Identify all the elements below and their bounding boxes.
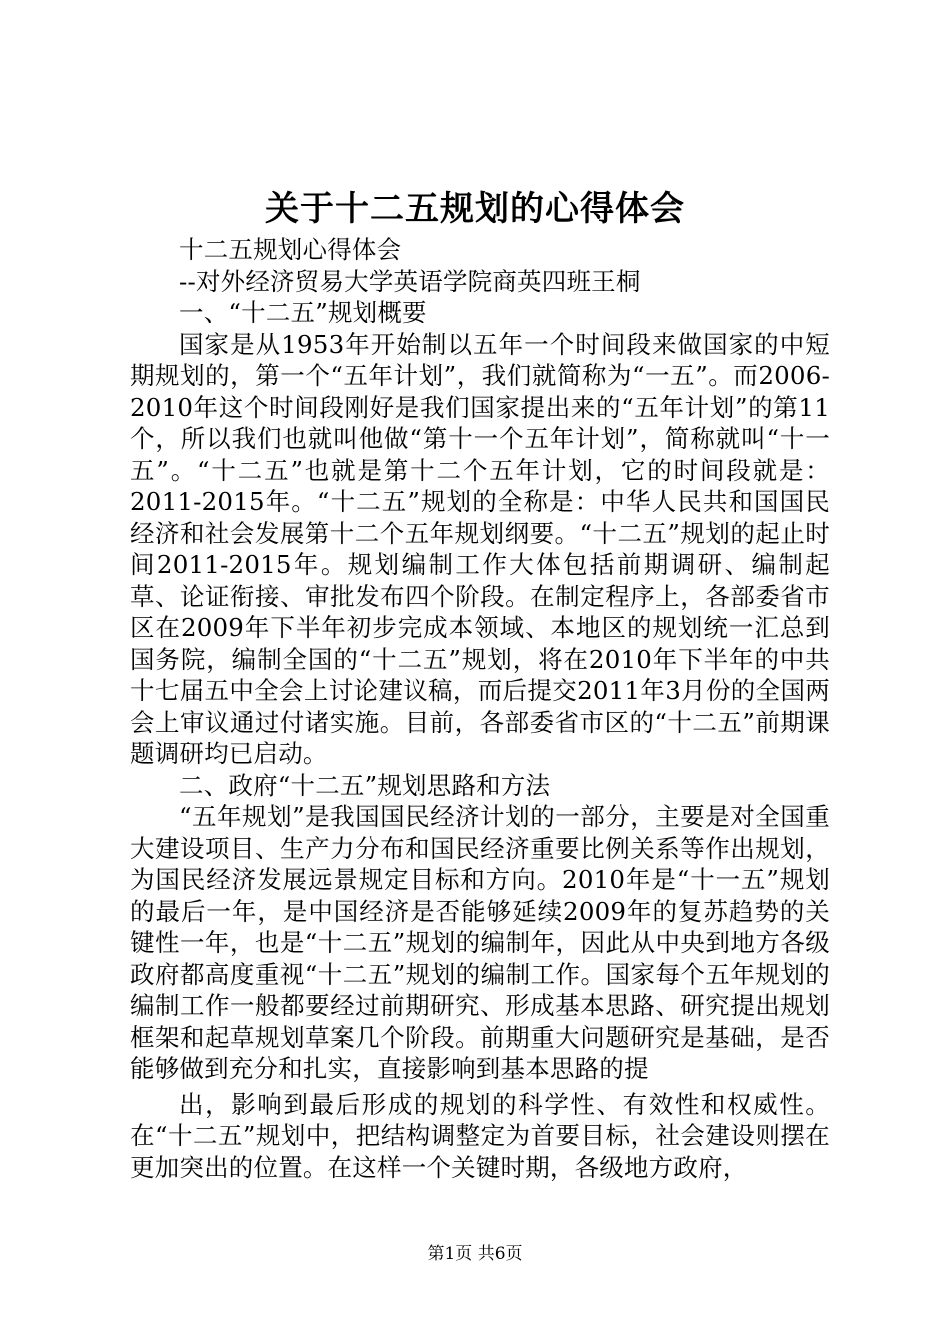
- body-paragraph: 国家是从1953年开始制以五年一个时间段来做国家的中短期规划的，第一个“五年计划”，我们就简称为“一五”。而2006-2010年这个时间段刚好是我们国家提出来的“五年计划”的第11个，所以我们也就叫他做“第十一个五年计划”，简称就叫“十一五”。“十二五”也就是第十二个五年计划，它的时间段就是：2011-2015年。“十二五”规划的全称是：中华人民共和国国民经济和社会发展第十二个五年规划纲要。“十二五”规划的起止时间2011-2015年。规划编制工作大体包括前期调研、编制起草、论证衔接、审批发布四个阶段。在制定程序上，各部委省市区在2009年下半年初步完成本领域、本地区的规划统一汇总到国务院，编制全国的“十二五”规划，将在2010年下半年的中共十七届五中全会上讨论建议稿，而后提交2011年3月份的全国两会上审议通过付诸实施。目前，各部委省市区的“十二五”前期课题调研均已启动。: [130, 329, 830, 768]
- body-paragraph: 出，影响到最后形成的规划的科学性、有效性和权威性。在“十二五”规划中，把结构调整定为首要目标，社会建设则摆在更加突出的位置。在这样一个关键时期，各级地方政府，: [130, 1089, 830, 1182]
- subtitle-paragraph: 十二五规划心得体会: [179, 235, 402, 264]
- section-heading-2: 二、政府“十二五”规划思路和方法: [179, 770, 551, 800]
- author-line: --对外经济贸易大学英语学院商英四班王桐: [179, 266, 641, 296]
- section-heading-1: 一、“十二五”规划概要: [179, 298, 427, 327]
- document-title: 关于十二五规划的心得体会: [265, 189, 685, 229]
- document-body: [130, 234, 830, 1183]
- body-paragraph: “五年规划”是我国国民经济计划的一部分，主要是对全国重大建设项目、生产力分布和国民经济重要比例关系等作出规划，为国民经济发展远景规定目标和方向。2010年是“十一五”规划的最后一年，是中国经济是否能够延续2009年的复苏趋势的关键性一年，也是“十二五”规划的编制年，因此从中央到地方各级政府都高度重视“十二五”规划的编制工作。国家每个五年规划的编制工作一般都要经过前期研究、形成基本思路、研究提出规划框架和起草规划草案几个阶段。前期重大问题研究是基础，是否能够做到充分和扎实，直接影响到基本思路的提: [130, 802, 830, 1083]
- page-number-footer: 第1页 共6页: [427, 1244, 523, 1264]
